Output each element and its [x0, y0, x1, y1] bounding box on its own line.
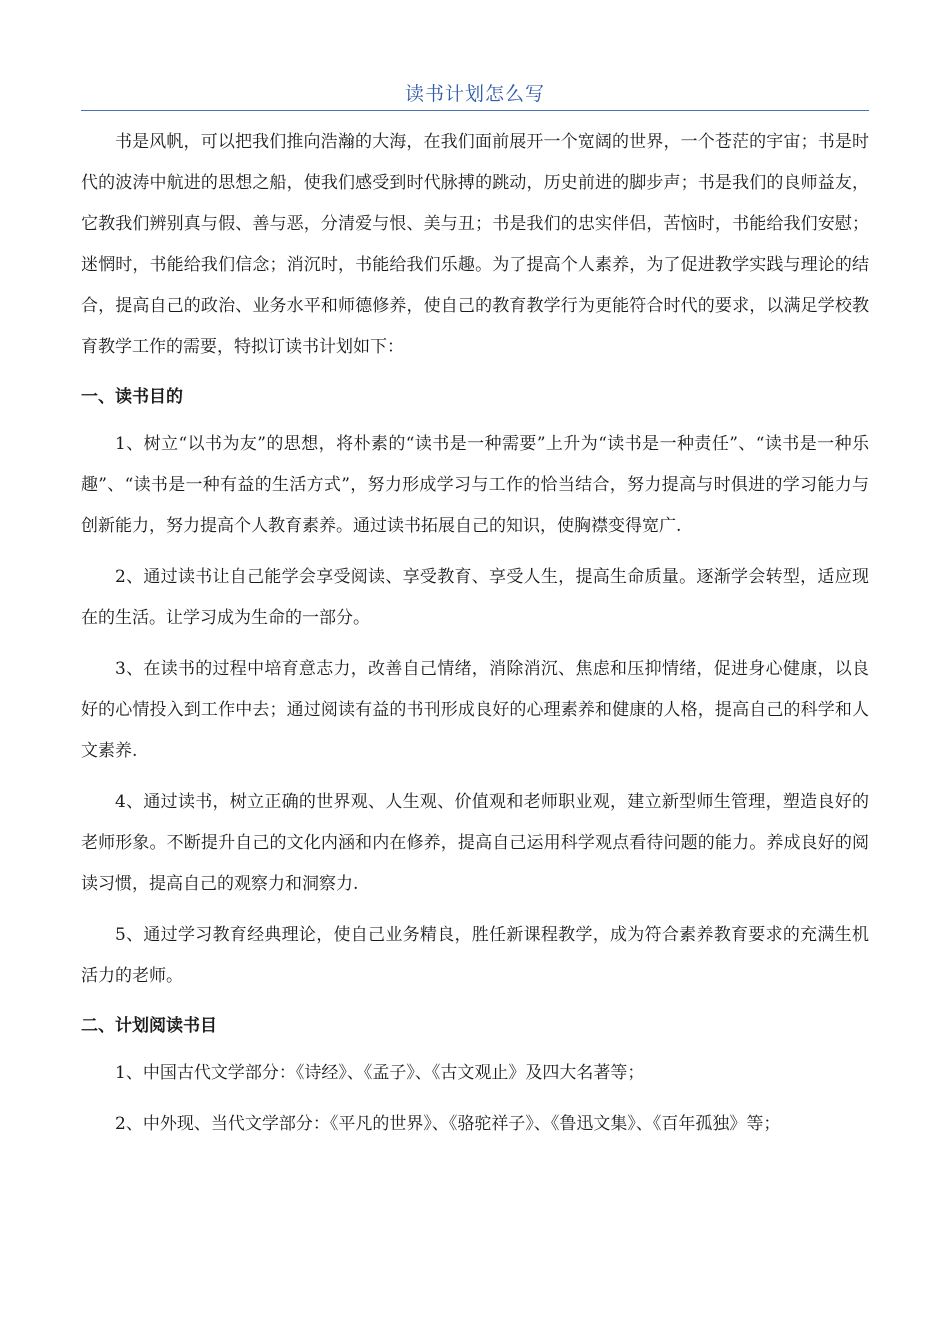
goal-item-1: 1、树立“以书为友”的思想，将朴素的“读书是一种需要”上升为“读书是一种责任”、“读书是一种乐趣”、“读书是一种有益的生活方式”，努力形成学习与工作的恰当结合，努力提高与时俱进的学习能力与创新能力，努力提高个人教育素养。通过读书拓展自己的知识，使胸襟变得宽广. — [81, 434, 869, 536]
document-body — [81, 122, 869, 1155]
goal-item-3: 3、在读书的过程中培育意志力，改善自己情绪，消除消沉、焦虑和压抑情绪，促进身心健康，以良好的心情投入到工作中去；通过阅读有益的书刊形成良好的心理素养和健康的人格，提高自己的科学和人文素养. — [81, 659, 869, 761]
goal-item-4: 4、通过读书，树立正确的世界观、人生观、价值观和老师职业观，建立新型师生管理，塑造良好的老师形象。不断提升自己的文化内涵和内在修养，提高自己运用科学观点看待问题的能力。养成良好的阅读习惯，提高自己的观察力和洞察力. — [81, 792, 869, 894]
page-title: 读书计划怎么写 — [404, 83, 545, 105]
section-heading-book-list: 二、计划阅读书目 — [81, 1016, 217, 1036]
book-list-item-1: 1、中国古代文学部分：《诗经》、《孟子》、《古文观止》及四大名著等； — [115, 1063, 645, 1083]
page-header — [81, 78, 869, 111]
goal-item-2: 2、通过读书让自己能学会享受阅读、享受教育、享受人生，提高生命质量。逐渐学会转型，适应现在的生活。让学习成为生命的一部分。 — [81, 567, 869, 628]
goal-item-5: 5、通过学习教育经典理论，使自己业务精良，胜任新课程教学，成为符合素养教育要求的充满生机活力的老师。 — [81, 925, 869, 986]
intro-paragraph: 书是风帆，可以把我们推向浩瀚的大海，在我们面前展开一个宽阔的世界，一个苍茫的宇宙；书是时代的波涛中航进的思想之船，使我们感受到时代脉搏的跳动，历史前进的脚步声；书是我们的良师益友，它教我们辨别真与假、善与恶，分清爱与恨、美与丑；书是我们的忠实伴侣，苦恼时，书能给我们安慰；迷惘时，书能给我们信念；消沉时，书能给我们乐趣。为了提高个人素养，为了促进教学实践与理论的结合，提高自己的政治、业务水平和师德修养，使自己的教育教学行为更能符合时代的要求，以满足学校教育教学工作的需要，特拟订读书计划如下： — [81, 132, 869, 357]
book-list-item-2: 2、中外现、当代文学部分：《平凡的世界》、《骆驼祥子》、《鲁迅文集》、《百年孤独》等； — [115, 1114, 781, 1134]
section-heading-reading-goals: 一、读书目的 — [81, 387, 183, 407]
